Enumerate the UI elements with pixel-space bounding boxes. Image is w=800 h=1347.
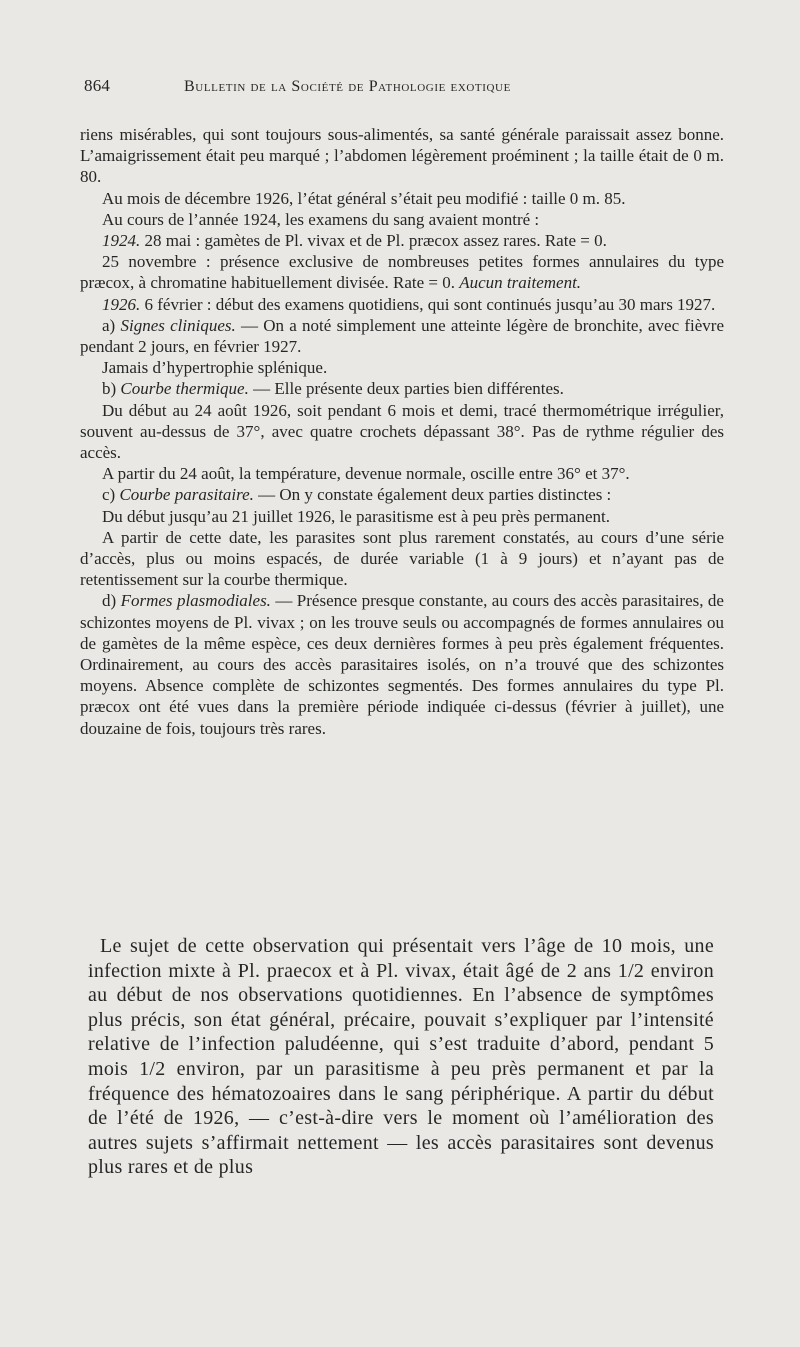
paragraph-text: — Elle présente deux parties bien différentes. [248, 379, 564, 399]
record-paragraph [80, 251, 724, 293]
paragraph-text: — On y constate également deux parties distinctes : [253, 485, 612, 505]
italic-lead: 1924. [102, 231, 141, 251]
discussion-text: Le sujet de cette observation qui présentait vers l’âge de 10 mois, une infection mixte à Pl. praecox et à Pl. vivax, était âgé de 2 ans 1/2 environ au début de nos observations quotidiennes. En l’absence de symptômes plus précis, son état général, précaire, pouvait s’expliquer par l’intensité relative de l’infection paludéenne, qui s’est traduite d’abord, pendant 5 mois 1/2 environ, par un parasitisme à peu près permanent et par la fréquence des hématozoaires dans le sang périphérique. A partir du début de l’été de 1926, — c’est-à-dire vers le moment où l’amélioration des autres sujets s’affirmait nettement — les accès parasitaires sont devenus plus rares et de plus [88, 935, 714, 1179]
case-record-block [80, 124, 724, 739]
paragraph-text: a) [102, 315, 121, 335]
record-paragraph [80, 209, 724, 230]
italic-lead: Courbe thermique. [120, 379, 249, 399]
paragraph-text: d) [102, 591, 121, 611]
paragraph-text: A partir de cette date, les parasites sont plus rarement constatés, au cours d’une série d’accès, plus ou moins espacés, de durée variable (1 à 9 jours) et n’ayant pas de retentissement sur la courbe thermique. [80, 527, 724, 590]
paragraph-text: Jamais d’hypertrophie splénique. [102, 358, 328, 378]
record-paragraph [80, 484, 724, 505]
record-paragraph [80, 357, 724, 378]
record-paragraph [80, 124, 724, 188]
record-paragraph [80, 400, 724, 464]
discussion-paragraph [88, 934, 714, 1180]
paragraph-text: A partir du 24 août, la température, devenue normale, oscille entre 36° et 37°. [102, 464, 630, 484]
italic-lead: Courbe parasitaire. [119, 485, 254, 505]
paragraph-text: Au mois de décembre 1926, l’état général s’était peu modifié : taille 0 m. 85. [102, 188, 626, 208]
paragraph-text: c) [102, 485, 120, 505]
paragraph-text: 6 février : début des examens quotidiens, qui sont continués jusqu’au 30 mars 1927. [140, 294, 716, 314]
record-paragraph [80, 463, 724, 484]
italic-lead: Aucun traitement. [459, 273, 582, 293]
record-paragraph [80, 590, 724, 738]
paragraph-text: — Présence presque constante, au cours des accès parasitaires, de schizontes moyens de Pl. vivax ; on les trouve seuls ou accompagnés de formes annulaires ou de gamètes de la même espèce, ces deux dernières formes à peu près également fréquentes. Ordinairement, au cours des accès parasitaires isolés, on n’a trouvé que des schizontes moyens. Absence complète de schizontes segmentés. Des formes annulaires du type Pl. præcox ont été vues dans la première période indiquée ci-dessus (février à juillet), une douzaine de fois, toujours très rares. [80, 591, 724, 738]
record-paragraph [80, 230, 724, 251]
record-paragraph [80, 378, 724, 399]
paragraph-text: — On a noté simplement une atteinte légère de bronchite, avec fièvre pendant 2 jours, en février 1927. [80, 315, 724, 357]
record-paragraph [80, 527, 724, 591]
record-paragraph [80, 315, 724, 357]
page-number: 864 [84, 76, 111, 95]
record-paragraph [80, 188, 724, 209]
italic-lead: Formes plasmodiales. [120, 591, 271, 611]
paragraph-text: riens misérables, qui sont toujours sous-alimentés, sa santé générale paraissait assez bonne. L’amaigrissement était peu marqué ; l’abdomen légèrement proéminent ; la taille était de 0 m. 80. [80, 125, 724, 187]
record-paragraph [80, 506, 724, 527]
paragraph-text: Du début au 24 août 1926, soit pendant 6 mois et demi, tracé thermométrique irrégulier, souvent au-dessus de 37°, avec quatre crochets dépassant 38°. Pas de rythme régulier des accès. [80, 400, 724, 463]
paragraph-text: Au cours de l’année 1924, les examens du sang avaient montré : [102, 209, 540, 229]
italic-lead: 1926. [102, 294, 141, 314]
italic-lead: Signes cliniques. [120, 315, 236, 335]
running-header [84, 76, 724, 96]
paragraph-text: 28 mai : gamètes de Pl. vivax et de Pl. præcox assez rares. Rate = 0. [140, 231, 607, 251]
record-paragraph [80, 294, 724, 315]
running-title: Bulletin de la Société de Pathologie exotique [184, 78, 511, 95]
paragraph-text: 25 novembre : présence exclusive de nombreuses petites formes annulaires du type præcox, à chromatine habituellement divisée. Rate = 0. [80, 252, 724, 293]
paragraph-text: Du début jusqu’au 21 juillet 1926, le parasitisme est à peu près permanent. [102, 506, 610, 526]
paragraph-text: b) [102, 379, 121, 399]
